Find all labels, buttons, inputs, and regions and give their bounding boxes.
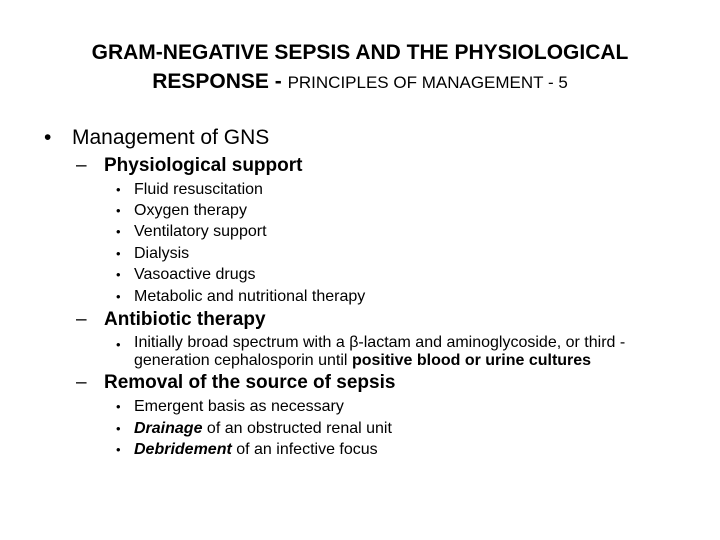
antibiotic-text-plain: Initially broad spectrum with a β-lactam and aminoglycoside, or third -generation cephalosporin until xyxy=(134,334,626,369)
bullet-marker: • xyxy=(116,224,121,239)
list-item-text xyxy=(134,418,392,439)
list-item-rest: of an obstructed renal unit xyxy=(202,420,392,437)
list-item-emphasis: Debridement xyxy=(134,441,232,458)
bullet-marker: • xyxy=(116,399,121,414)
dash-marker: – xyxy=(76,309,87,330)
list-item-text: Vasoactive drugs xyxy=(134,266,256,283)
list-item-text xyxy=(134,439,378,460)
list-item-text: Oxygen therapy xyxy=(134,202,247,219)
list-item-emphasis: Drainage xyxy=(134,420,203,437)
list-item-rest: Emergent basis as necessary xyxy=(134,398,344,415)
bullet-marker: • xyxy=(116,421,121,436)
list-item-text xyxy=(134,334,674,370)
list-item-text: Metabolic and nutritional therapy xyxy=(134,288,366,305)
section-heading-text: Antibiotic therapy xyxy=(104,309,266,330)
bullet-marker: • xyxy=(116,289,121,304)
section-heading-text: Physiological support xyxy=(104,155,303,176)
bullet-marker: • xyxy=(116,182,121,197)
list-item-rest: of an infective focus xyxy=(231,441,378,458)
bullet-marker: • xyxy=(116,337,121,352)
list-item-text: Dialysis xyxy=(134,245,190,262)
bullet-marker: • xyxy=(116,267,121,282)
dash-marker: – xyxy=(76,372,87,393)
title-line-2-bold: RESPONSE - xyxy=(152,70,288,93)
title-line-2 xyxy=(40,67,680,98)
dash-marker: – xyxy=(76,155,87,176)
bullet-marker: • xyxy=(116,203,121,218)
title-line-1: GRAM-NEGATIVE SEPSIS AND THE PHYSIOLOGICAL xyxy=(91,41,629,64)
list-item-text: Fluid resuscitation xyxy=(134,181,263,198)
slide-title xyxy=(40,38,680,98)
list-item-text: Ventilatory support xyxy=(134,223,267,240)
section-heading-text: Removal of the source of sepsis xyxy=(104,372,396,393)
main-heading-text: Management of GNS xyxy=(72,126,270,149)
title-line-2-small: PRINCIPLES OF MANAGEMENT - 5 xyxy=(287,73,568,92)
bullet-marker: • xyxy=(44,126,52,149)
bullet-marker: • xyxy=(116,442,121,457)
antibiotic-text-bold: positive blood or urine cultures xyxy=(351,352,592,369)
bullet-marker: • xyxy=(116,246,121,261)
list-item-text xyxy=(134,396,344,417)
